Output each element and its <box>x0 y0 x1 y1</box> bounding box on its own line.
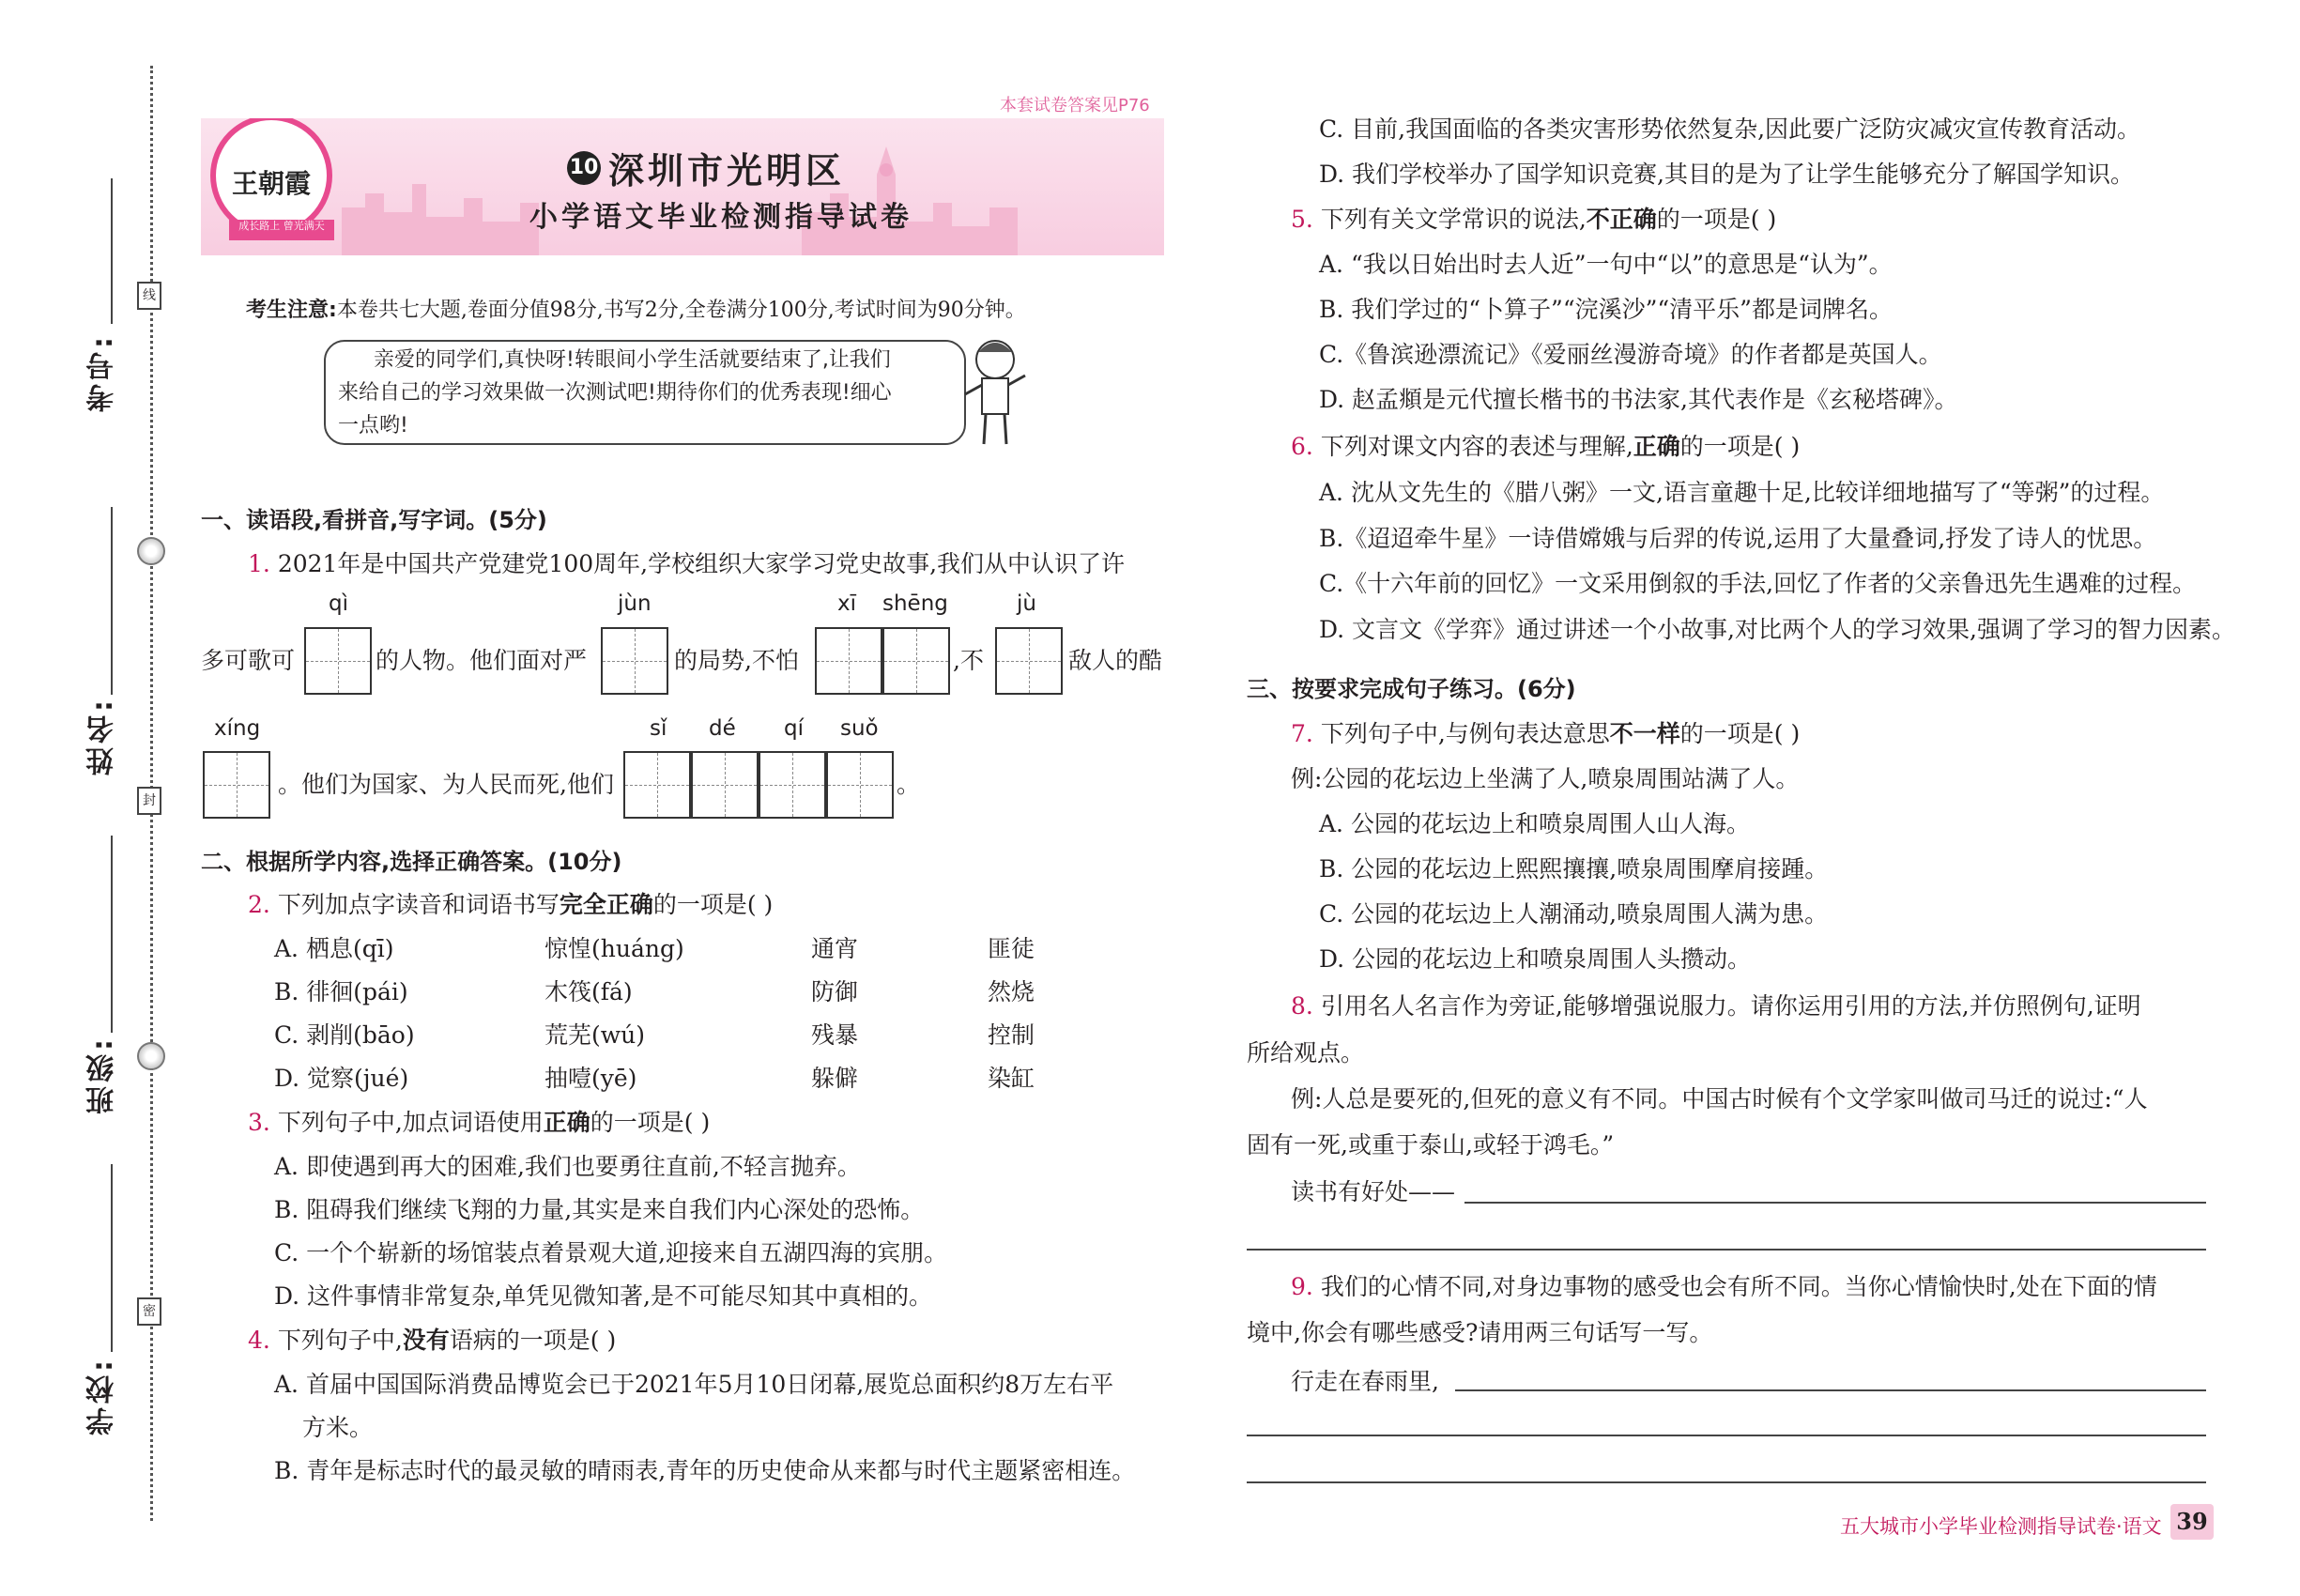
q8-example-line2: 固有一死,或重于泰山,或轻于鸿毛。” <box>1247 1131 1615 1159</box>
fill-text-b: 的人物。他们面对严 <box>376 647 588 674</box>
fill-text-e: 敌人的酷 <box>1068 647 1163 674</box>
q4-option-b: B. 青年是标志时代的最灵敏的晴雨表,青年的历史使命从来都与时代主题紧密相连。 <box>274 1457 1136 1484</box>
q3-option-c: C. 一个个崭新的场馆装点着景观大道,迎接来自五湖四海的宾朋。 <box>274 1239 948 1266</box>
bubble-line-3: 一点哟! <box>338 414 408 437</box>
q2-c-4: 控制 <box>988 1021 1035 1049</box>
section-2-heading: 二、根据所学内容,选择正确答案。(10分) <box>201 849 622 875</box>
xingming-line <box>111 507 113 695</box>
q1-number: 1. <box>248 550 270 577</box>
q6-option-d: D. 文言文《学弈》通过讲述一个小故事,对比两个人的学习效果,强调了学习的智力因素。 <box>1319 616 2235 643</box>
banji-label: 班级: <box>86 1036 119 1114</box>
title-row <box>567 142 845 193</box>
pinyin-si: sǐ <box>650 716 667 741</box>
q8-text: 引用名人名言作为旁证,能够增强说服力。请你运用引用的方法,并仿照例句,证明 <box>1320 992 2141 1020</box>
q3-number: 3. <box>248 1109 270 1136</box>
banji-line <box>111 836 113 1033</box>
q3-keyword: 正确 <box>543 1109 590 1136</box>
tag-feng: 封 <box>137 787 161 815</box>
q5-stem <box>1291 205 1776 235</box>
section-3-heading: 三、按要求完成句子练习。(6分) <box>1247 676 1576 702</box>
q7-option-d: D. 公园的花坛边上和喷泉周围人头攒动。 <box>1319 945 1752 973</box>
pinyin-qi2: qí <box>784 716 804 741</box>
pinyin-qi: qì <box>329 591 348 616</box>
q8-stem-line2: 所给观点。 <box>1247 1039 1365 1067</box>
q9-prompt: 行走在春雨里, <box>1291 1368 1439 1395</box>
q8-stem-line1 <box>1291 991 2141 1021</box>
q7-example: 例:公园的花坛边上坐满了人,喷泉周围站满了人。 <box>1291 765 1800 792</box>
q4-option-d: D. 我们学校举办了国学知识竞赛,其目的是为了让学生能够充分了解国学知识。 <box>1319 161 2134 188</box>
answer-box-suo[interactable] <box>826 751 894 819</box>
q4-number: 4. <box>248 1327 270 1354</box>
q4-option-c: C. 目前,我国面临的各类灾害形势依然复杂,因此要广泛防灾减灾宣传教育活动。 <box>1319 115 2141 143</box>
q6-stem <box>1291 432 1800 462</box>
q2-d-4: 染缸 <box>988 1065 1035 1092</box>
q7-option-c: C. 公园的花坛边上人潮涌动,喷泉周围人满为患。 <box>1319 900 1829 928</box>
notice-text: 本卷共七大题,卷面分值98分,书写2分,全卷满分100分,考试时间为90分钟。 <box>336 299 1026 322</box>
binding-hole-icon <box>137 1042 165 1070</box>
q7-option-a: A. 公园的花坛边上和喷泉周围人山人海。 <box>1319 810 1750 837</box>
q2-a-2: 惊惶(huáng) <box>544 935 684 962</box>
xuexiao-label: 学校: <box>86 1357 119 1435</box>
section-1-heading: 一、读语段,看拼音,写字词。(5分) <box>201 507 547 533</box>
q5-option-d: D. 赵孟頫是元代擅长楷书的书法家,其代表作是《玄秘塔碑》。 <box>1319 386 1958 413</box>
answer-box-xing[interactable] <box>203 751 270 819</box>
kaohao-label: 考号: <box>86 333 119 412</box>
q5-bracket: 的一项是( ) <box>1656 206 1777 233</box>
kaohao-line <box>111 178 113 324</box>
q3-option-a: A. 即使遇到再大的困难,我们也要勇往直前,不轻言抛弃。 <box>274 1153 861 1180</box>
q8-answer-line-1[interactable] <box>1464 1202 2206 1204</box>
bubble-line-2: 来给自己的学习效果做一次测试吧!期待你们的优秀表现!细心 <box>338 381 892 405</box>
q4-text: 下列句子中, <box>277 1327 403 1354</box>
q9-stem-line2: 境中,你会有哪些感受?请用两三句话写一写。 <box>1247 1319 1713 1346</box>
q9-stem-line1 <box>1291 1272 2157 1302</box>
q2-b-2: 木筏(fá) <box>544 978 633 1005</box>
q5-keyword: 不正确 <box>1586 206 1657 233</box>
q5-option-c: C.《鲁滨逊漂流记》《爱丽丝漫游奇境》的作者都是英国人。 <box>1319 341 1942 368</box>
logo-text: 王朝霞 <box>231 168 311 199</box>
q2-d-1: D. 觉察(jué) <box>274 1065 409 1092</box>
q5-number: 5. <box>1291 206 1313 233</box>
q5-option-a: A. “我以日始出时去人近”一句中“以”的意思是“认为”。 <box>1319 251 1893 278</box>
q2-number: 2. <box>248 891 270 918</box>
q2-text: 下列加点字读音和词语书写 <box>277 891 560 918</box>
header-banner <box>201 118 1164 255</box>
pinyin-sheng: shēng <box>882 591 948 616</box>
q3-text: 下列句子中,加点词语使用 <box>277 1109 544 1136</box>
q3-option-b: B. 阻碍我们继续飞翔的力量,其实是来自我们内心深处的恐怖。 <box>274 1196 925 1223</box>
footer-series: 五大城市小学毕业检测指导试卷·语文 <box>1840 1515 2162 1538</box>
pinyin-suo: suǒ <box>840 716 879 741</box>
page-title: 深圳市光明区 <box>608 150 846 192</box>
q5-text: 下列有关文学常识的说法, <box>1320 206 1587 233</box>
q8-answer-line-2[interactable] <box>1247 1249 2206 1251</box>
q7-stem <box>1291 719 1800 749</box>
q6-text: 下列对课文内容的表述与理解, <box>1320 433 1633 460</box>
xingming-label: 姓名: <box>86 697 119 775</box>
q2-b-4: 然烧 <box>988 978 1035 1005</box>
pinyin-de: dé <box>709 716 736 741</box>
title-number-badge: 10 <box>567 151 601 185</box>
q2-c-2: 荒芜(wú) <box>544 1021 646 1049</box>
q2-keyword: 完全正确 <box>559 891 653 918</box>
page-subtitle: 小学语文毕业检测指导试卷 <box>529 201 912 234</box>
notice-label: 考生注意: <box>246 299 337 322</box>
tag-mi: 密 <box>137 1297 161 1326</box>
q1-line1 <box>248 549 1125 579</box>
page-number: 39 <box>2170 1504 2214 1540</box>
q2-c-1: C. 剥削(bāo) <box>274 1021 415 1049</box>
q7-text: 下列句子中,与例句表达意思 <box>1320 720 1610 747</box>
q6-option-a: A. 沈从文先生的《腊八粥》一文,语言童趣十足,比较详细地描写了“等粥”的过程。 <box>1319 479 2165 506</box>
answer-box-si[interactable] <box>623 751 691 819</box>
q6-bracket: 的一项是( ) <box>1679 433 1801 460</box>
q2-a-4: 匪徒 <box>988 935 1035 962</box>
bubble-line-1: 亲爱的同学们,真快呀!转眼间小学生活就要结束了,让我们 <box>374 348 891 372</box>
q5-option-b: B. 我们学过的“卜算子”“浣溪沙”“清平乐”都是词牌名。 <box>1319 296 1893 323</box>
q2-bracket: 的一项是( ) <box>652 891 774 918</box>
fill-text-f: 。他们为国家、为人民而死,他们 <box>278 771 614 798</box>
q4-bracket: 语病的一项是( ) <box>449 1327 617 1354</box>
q2-stem <box>248 890 773 920</box>
q7-option-b: B. 公园的花坛边上熙熙攘攘,喷泉周围摩肩接踵。 <box>1319 855 1829 882</box>
q4-stem <box>248 1326 616 1356</box>
binding-hole-icon <box>137 537 165 565</box>
answer-box-de[interactable] <box>691 751 759 819</box>
q6-option-b: B.《迢迢牵牛星》一诗借嫦娥与后羿的传说,运用了大量叠词,抒发了诗人的忧思。 <box>1319 525 2157 552</box>
answer-box-sheng[interactable] <box>882 627 950 695</box>
q4-keyword: 没有 <box>402 1327 450 1354</box>
q2-a-1: A. 栖息(qī) <box>274 935 394 962</box>
fill-text-c: 的局势,不怕 <box>674 647 799 674</box>
q3-bracket: 的一项是( ) <box>590 1109 711 1136</box>
pinyin-xi: xī <box>837 591 857 616</box>
answer-box-ju[interactable] <box>995 627 1063 695</box>
q3-stem <box>248 1108 710 1138</box>
q7-bracket: 的一项是( ) <box>1679 720 1801 747</box>
q1-text: 2021年是中国共产党建党100周年,学校组织大家学习党史故事,我们从中认识了许 <box>277 550 1126 577</box>
q8-prompt: 读书有好处—— <box>1291 1178 1456 1205</box>
q8-number: 8. <box>1291 992 1313 1020</box>
student-cartoon-icon <box>958 333 1033 451</box>
q2-c-3: 残暴 <box>811 1021 859 1049</box>
q7-number: 7. <box>1291 720 1313 747</box>
answer-note: 本套试卷答案见P76 <box>1000 96 1150 115</box>
q9-text: 我们的心情不同,对身边事物的感受也会有所不同。当你心情愉快时,处在下面的情 <box>1320 1273 2157 1300</box>
q4-option-a-line2: 方米。 <box>302 1414 374 1441</box>
fill-text-g: 。 <box>897 771 921 798</box>
q9-number: 9. <box>1291 1273 1313 1300</box>
q2-b-3: 防御 <box>811 978 859 1005</box>
q9-answer-line-3[interactable] <box>1247 1481 2206 1483</box>
q7-keyword: 不一样 <box>1609 720 1680 747</box>
q2-d-2: 抽噎(yē) <box>544 1065 637 1092</box>
q3-option-d: D. 这件事情非常复杂,单凭见微知著,是不可能尽知其中真相的。 <box>274 1282 932 1310</box>
answer-box-qi2[interactable] <box>759 751 826 819</box>
q9-answer-line-1[interactable] <box>1455 1389 2206 1391</box>
pinyin-jun: jùn <box>618 591 652 616</box>
q2-a-3: 通宵 <box>811 935 859 962</box>
q6-keyword: 正确 <box>1633 433 1680 460</box>
pinyin-ju: jù <box>1017 591 1036 616</box>
q8-example-line1: 例:人总是要死的,但死的意义有不同。中国古时候有个文学家叫做司马迁的说过:“人 <box>1291 1085 2148 1113</box>
answer-box-qi[interactable] <box>304 627 372 695</box>
notice <box>246 296 1026 326</box>
q6-option-c: C.《十六年前的回忆》一文采用倒叙的手法,回忆了作者的父亲鲁迅先生遇难的过程。 <box>1319 570 2197 597</box>
q4-option-a-line1: A. 首届中国国际消费品博览会已于2021年5月10日闭幕,展览总面积约8万左右平 <box>274 1371 1114 1398</box>
pinyin-xing: xíng <box>214 716 261 741</box>
q2-b-1: B. 徘徊(pái) <box>274 978 408 1005</box>
fill-text-d: ,不 <box>953 647 984 674</box>
xuexiao-line <box>111 1164 113 1352</box>
fill-text-a: 多可歌可 <box>201 647 296 674</box>
answer-box-jun[interactable] <box>601 627 668 695</box>
q6-number: 6. <box>1291 433 1313 460</box>
answer-box-xi[interactable] <box>815 627 882 695</box>
logo-slogan: 成长路上 曾光满天 <box>229 220 334 240</box>
tag-xian: 线 <box>137 282 161 310</box>
q2-d-3: 躲僻 <box>811 1065 859 1092</box>
q9-answer-line-2[interactable] <box>1247 1435 2206 1436</box>
